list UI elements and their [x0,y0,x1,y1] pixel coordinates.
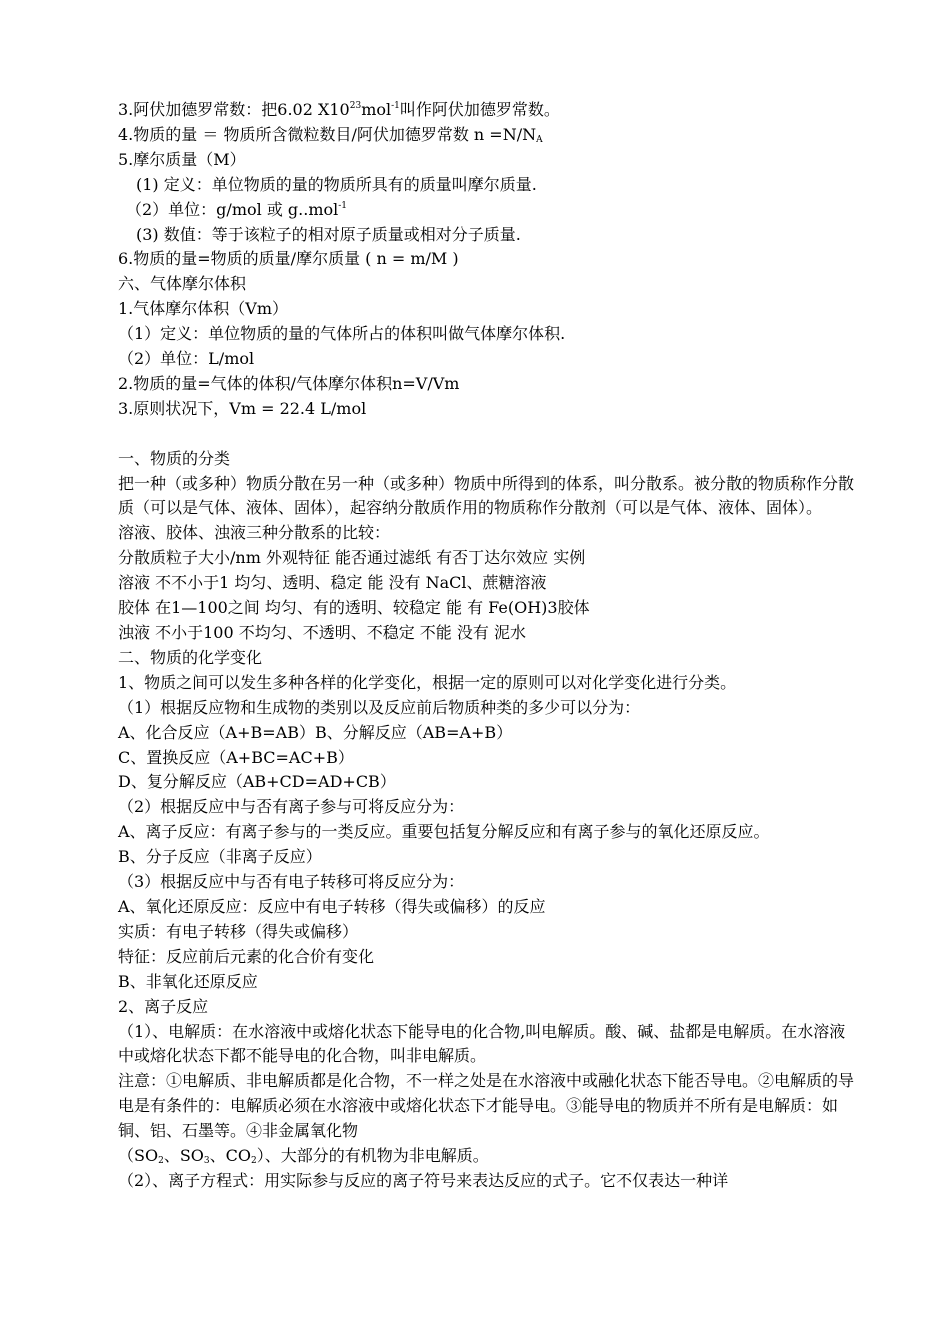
text-line: （3）根据反应中与否有电子转移可将反应分为： [118,872,465,892]
text-line: 5.摩尔质量（M） [118,149,246,169]
text-line: （2）单位：g/mol 或 g..mol$^{-1}$ [126,199,348,219]
document-page [118,98,858,1194]
text-line: 2.物质的量=气体的体积/气体摩尔体积n=V/Vm [118,373,460,393]
text-line: （1）根据反应物和生成物的类别以及反应前后物质种类的多少可以分为： [118,697,641,717]
paragraph: 注意：①电解质、非电解质都是化合物，不一样之处是在水溶液中或融化状态下能否导电。②电解质的导电是有条件的：电解质必须在水溶液中或熔化状态下才能导电。③能导电的物质并不所有是电解质：如铜、铝、石墨等。④非金属氧化物 [118,1071,855,1141]
text-line: (3) 数值：等于该粒子的相对原子质量或相对分子质量. [136,224,521,244]
text-line: 3.阿伏加德罗常数：把6.02 $X10^{23}mol^{-1}$叫作阿伏加德罗常数。 [118,100,560,119]
text-line: （1）定义：单位物质的量的气体所占的体积叫做气体摩尔体积. [118,324,566,344]
text-line: B、分子反应（非离子反应） [118,847,322,867]
text-line: 实质：有电子转移（得失或偏移） [118,921,359,941]
text-line: D、复分解反应（AB+CD=AD+CB） [118,772,396,792]
text-line: C、置换反应（A+BC=AC+B） [118,747,354,767]
text-line: 1、物质之间可以发生多种各样的化学变化，根据一定的原则可以对化学变化进行分类。 [118,672,737,692]
table-row: 溶液 不不小于1 均匀、透明、稳定 能 没有 NaCl、蔗糖溶液 [118,573,547,593]
text-line: (1) 定义：单位物质的量的物质所具有的质量叫摩尔质量. [136,174,537,194]
paragraph: 把一种（或多种）物质分散在另一种（或多种）物质中所得到的体系，叫分散系。被分散的物质称作分散质（可以是气体、液体、固体），起容纳分散质作用的物质称作分散剂（可以是气体、液体、固体）。 [118,473,855,518]
text-line: （2）根据反应中与否有离子参与可将反应分为： [118,797,465,817]
text-line: B、非氧化还原反应 [118,971,258,991]
section-heading: 一、物质的分类 [118,448,231,468]
section-heading: 六、气体摩尔体积 [118,274,247,294]
text-line: 1.气体摩尔体积（Vm） [118,299,288,319]
text-line: A、化合反应（A+B=AB）B、分解反应（AB=A+B） [118,722,513,742]
text-line: 4.物质的量 ＝ 物质所含微粒数目/阿伏加德罗常数 $n =N/N_A$ [118,124,543,145]
table-row: 胶体 在1—100之间 均匀、有的透明、较稳定 能 有 Fe(OH)3胶体 [118,598,590,618]
text-line: A、氧化还原反应：反应中有电子转移（得失或偏移）的反应 [118,896,546,916]
text-line: 溶液、胶体、浊液三种分散系的比较： [118,523,391,543]
text-line: 2、离子反应 [118,996,209,1016]
paragraph: （1）、电解质：在水溶液中或熔化状态下能导电的化合物,叫电解质。酸、碱、盐都是电解质。在水溶液中或熔化状态下都不能导电的化合物，叫非电解质。 [118,1021,846,1066]
blank-line [118,422,858,447]
paragraph: A、离子反应：有离子参与的一类反应。重要包括复分解反应和有离子参与的氧化还原反应。 [118,822,770,842]
text-line: （2）单位：L/mol [118,349,255,369]
text-line: （2）、离子方程式：用实际参与反应的离子符号来表达反应的式子。它不仅表达一种详 [118,1170,729,1190]
table-header: 分散质粒子大小/nm 外观特征 能否通过滤纸 有否丁达尔效应 实例 [118,548,586,568]
text-line: （$SO_2$、$SO_3$、$CO_2$）、大部分的有机物为非电解质。 [118,1146,489,1167]
text-line: 3.原则状况下，Vm = 22.4 L/mol [118,398,367,418]
table-row: 浊液 不小于100 不均匀、不透明、不稳定 不能 没有 泥水 [118,623,526,643]
text-line: 特征：反应前后元素的化合价有变化 [118,946,375,966]
section-heading: 二、物质的化学变化 [118,647,263,667]
text-line: 6.物质的量=物质的质量/摩尔质量 ( n = m/M ) [118,249,459,269]
